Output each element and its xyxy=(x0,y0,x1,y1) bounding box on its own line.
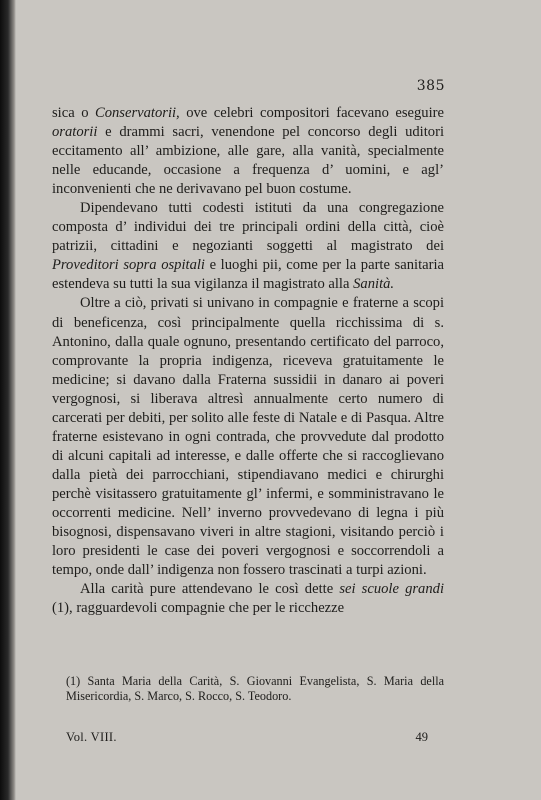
volume-mark: Vol. VIII. xyxy=(66,730,117,744)
italic-text: Conservatorii, xyxy=(94,105,180,121)
text-run: e drammi sacri, venendone pel concorso degli uditori eccitamento all’ ambizione, alle gare, alla vanità, specialmente nelle educande, occasione a frequenza d’ uomini, e agl’ inconvenienti che ne derivavano pel buon costume. xyxy=(52,124,444,198)
book-spine-shadow xyxy=(0,0,16,800)
footnote-text: (1) Santa Maria della Carità, S. Giovanni Evangelista, S. Maria della Misericordia, S. Marco, S. Rocco, S. Teodoro. xyxy=(66,674,444,703)
page-number: 385 xyxy=(416,78,445,94)
italic-text: Sanità. xyxy=(353,276,395,293)
text-run: Oltre a ciò, privati si univano in compagnie e fraterne a scopi di beneficenza, così principalmente quella ricchissima di s. Antonino, dalla quale ognuno, presentando certificato del parroco, comprovante la propria indigenza, riceveva gratuitamente le medicine; si davano dalla Fraterna sussidii in danaro ai poveri vergognosi, si liberava altresì annualmente certo numero di carcerati per debiti, per solito alle feste di Natale e di Pasqua. Altre fraterne esistevano in ogni contrada, che provvedute dal prodotto di alcuni capitali ad interesse, e dalle offerte che si raccoglievano dalla pietà dei parrocchiani, stipendiavano medici e chirurghi perchè visitassero gratuitamente gl’ infermi, e somministravano le occorrenti medicine. Nell’ inverno provvedevano di legna i più bisognosi, dispensavano viveri in altre stagioni, visitando perciò i loro presidenti le case dei poveri vergognosi e soccorrendoli a tempo, onde dall’ indigenza non fossero trascinati a turpi azioni. xyxy=(52,295,444,579)
text-run: sica o xyxy=(52,105,95,121)
footnote xyxy=(66,674,444,704)
text-run: (1), ragguardevoli compagnie che per le ricchezze xyxy=(52,600,345,617)
text-run: Dipendevano tutti codesti istituti da una congregazione composta d’ individui dei tre principali ordini della città, cioè patrizii, cittadini e negozianti soggetti al magistrato dei xyxy=(52,200,444,255)
paragraph xyxy=(52,199,444,294)
italic-text: Proveditori sopra ospitali xyxy=(52,257,205,274)
paragraph xyxy=(52,104,444,199)
text-run: Alla carità pure attendevano le così dette xyxy=(80,581,340,598)
text-run: e luoghi pii, come per la parte sanitaria estendeva su tutti la sua vigilanza il magistrato alla xyxy=(52,257,444,293)
paragraph xyxy=(52,580,444,618)
main-text xyxy=(52,104,444,618)
printer-signature xyxy=(66,730,428,745)
text-run: ove celebri compositori facevano eseguire xyxy=(179,105,444,121)
paragraph xyxy=(52,294,444,580)
sheet-number: 49 xyxy=(415,730,428,744)
italic-text: sei scuole grandi xyxy=(339,581,444,598)
italic-text: oratorii xyxy=(52,124,98,141)
